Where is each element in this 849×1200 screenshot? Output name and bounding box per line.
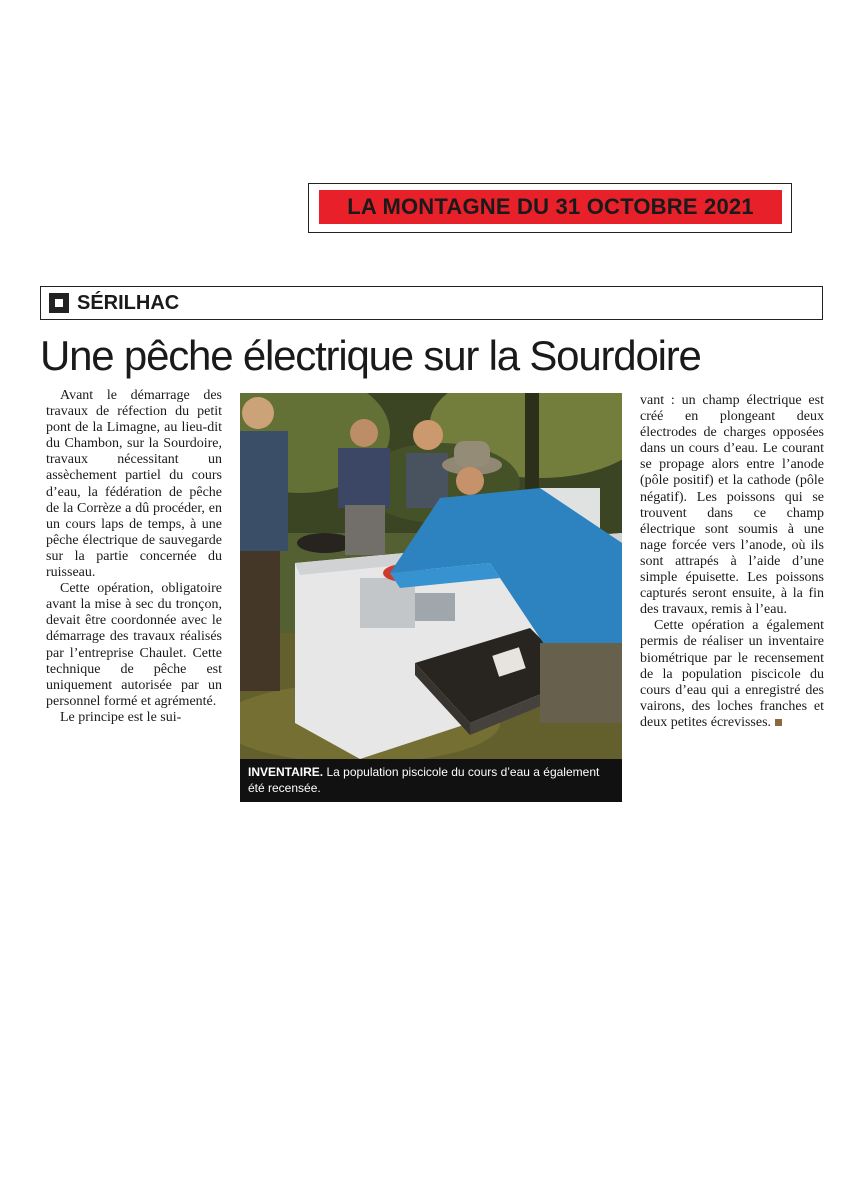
article-photo	[240, 393, 622, 759]
article-paragraph: Avant le démarrage des travaux de réfection du petit pont de la Limagne, au lieu-dit du Chambon, sur la Sourdoire, travaux nécessitant un assèchement partiel du cours d’eau, la fédération de pêche de la Corrèze a dû procéder, en un cours laps de temps, à une pêche électrique de sauvegarde sur la partie concernée du ruisseau.	[46, 388, 222, 581]
article-end-mark-icon	[775, 719, 782, 726]
photo-illustration	[240, 393, 622, 759]
article-paragraph: Le principe est le sui-	[60, 709, 182, 725]
caption-text: La population piscicole du cours d’eau a également été recensée.	[248, 765, 600, 795]
newspaper-source-label: LA MONTAGNE DU 31 OCTOBRE 2021	[319, 190, 782, 224]
rubric-location: SÉRILHAC	[77, 292, 180, 314]
article-paragraph: Cette opération, obligatoire avant la mise à sec du tronçon, devait être coordonnée avec le démarrage des travaux réalisés par l’entreprise Chaulet. Cette technique de pêche est uniquement autorisée par un personnel formé et agrémenté.	[46, 581, 222, 709]
article-paragraph: vant : un champ électrique est créé en plongeant deux électrodes de charges opposées dans un cours d’eau. Le courant se propage alors entre l’anode (pôle positif) et la cathode (pôle négatif). Les poissons qui se trouvent dans ce champ électrique sont soumis à une nage forcée vers l’anode, où ils sont attrapés à l’aide d’une simple épuisette. Les poissons capturés seront ensuite, à la fin des travaux, remis à l’eau.	[640, 393, 824, 618]
photo-caption	[240, 759, 622, 802]
newspaper-source-box	[308, 183, 792, 233]
rubric-bar	[40, 286, 823, 320]
article-headline: Une pêche électrique sur la Sourdoire	[40, 332, 701, 379]
article-paragraph	[640, 618, 824, 731]
caption-label: INVENTAIRE.	[248, 765, 324, 779]
article-column-left	[46, 388, 222, 726]
article-column-right	[640, 393, 824, 731]
article-paragraph-text: Cette opération a également permis de réaliser un inventaire biométrique par le recensement de la population piscicole du cours d’eau qui a enregistré des vairons, des loches franches et deux petites écrevisses.	[640, 618, 824, 730]
rubric-square-icon	[49, 293, 69, 313]
